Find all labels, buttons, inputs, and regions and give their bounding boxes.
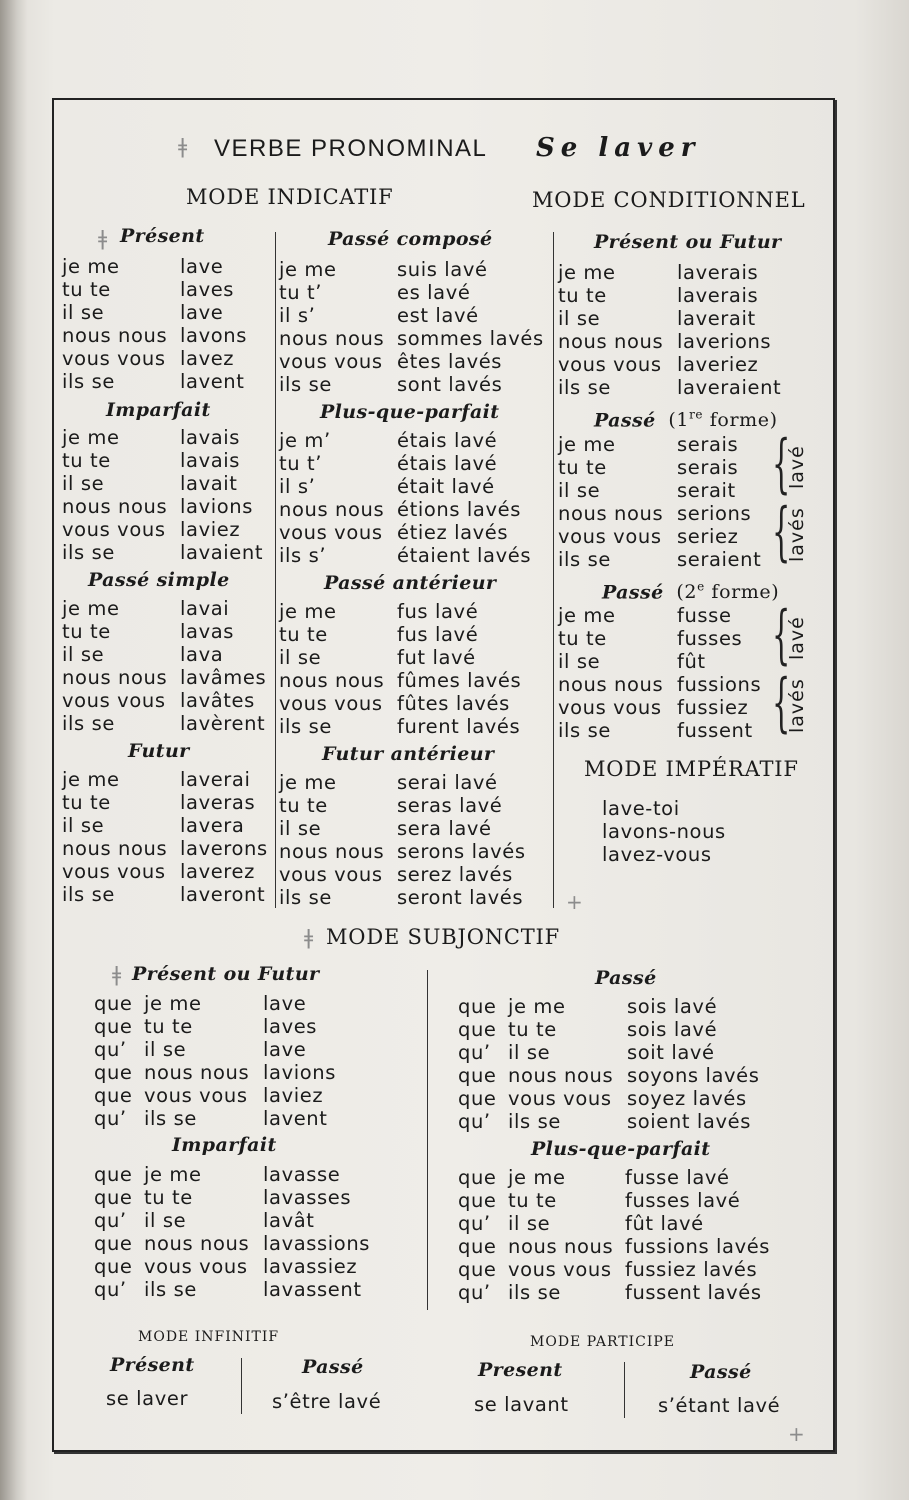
page-title-verb: Se laver — [536, 133, 701, 163]
pronoun: vous vous — [144, 1255, 248, 1278]
que: que — [94, 992, 133, 1015]
pronoun: vous vous — [558, 696, 662, 719]
pronoun: nous nous — [144, 1061, 250, 1084]
tense-heading: Présent ou Futur — [594, 231, 782, 253]
pronoun: nous nous — [508, 1235, 614, 1258]
pencil-mark-icon: ǂ — [178, 134, 188, 158]
pronoun: ils se — [508, 1281, 561, 1304]
verb-form: laveront — [180, 883, 266, 906]
verb-form: lavions — [263, 1061, 336, 1084]
verb-form: sois lavé — [627, 995, 718, 1018]
column-divider — [624, 1362, 625, 1418]
pronoun: tu te — [62, 791, 111, 814]
que: qu’ — [458, 1281, 491, 1304]
tense-heading: Passé — [602, 581, 664, 604]
pronoun: ils se — [279, 886, 332, 909]
tense-heading-group — [602, 576, 779, 603]
verb-form: fût — [677, 650, 706, 673]
pronoun: tu te — [62, 449, 111, 472]
tense-heading: Imparfait — [106, 399, 211, 421]
verb-form: lavait — [180, 472, 238, 495]
pronoun: ils se — [558, 719, 611, 742]
column-divider — [241, 1358, 242, 1414]
pronoun: il se — [558, 650, 601, 673]
pronoun: nous nous — [558, 502, 664, 525]
verb-form: serais — [677, 433, 739, 456]
que: qu’ — [458, 1041, 491, 1064]
pronoun: nous nous — [558, 673, 664, 696]
pronoun: tu te — [144, 1015, 193, 1038]
pronoun: vous vous — [279, 863, 383, 886]
brace-icon: { — [772, 495, 791, 569]
pronoun: je me — [558, 261, 616, 284]
verb-form: lavais — [180, 426, 241, 449]
pronoun: il se — [62, 472, 105, 495]
verb-form: lavâmes — [180, 666, 267, 689]
verb-form: laveras — [180, 791, 256, 814]
pronoun: tu te — [508, 1018, 557, 1041]
verb-form: laves — [180, 278, 235, 301]
pronoun: tu te — [508, 1189, 557, 1212]
pronoun: vous vous — [558, 353, 662, 376]
verb-form: sommes lavés — [397, 327, 544, 350]
tense-heading: Présent — [110, 1354, 195, 1376]
verb-form: lavasse — [263, 1163, 341, 1186]
verb-form: fussiez lavés — [625, 1258, 758, 1281]
pronoun: ils s’ — [279, 544, 327, 567]
tense-note: (2e forme) — [676, 580, 780, 604]
tense-heading: Imparfait — [172, 1134, 277, 1156]
pronoun: vous vous — [508, 1258, 612, 1281]
mode-imperatif-heading: MODE IMPÉRATIF — [584, 757, 799, 781]
pronoun: vous vous — [144, 1084, 248, 1107]
pronoun: je me — [279, 258, 337, 281]
pronoun: ils se — [62, 883, 115, 906]
pronoun: vous vous — [279, 350, 383, 373]
pronoun: il s’ — [279, 304, 316, 327]
pronoun: vous vous — [508, 1087, 612, 1110]
verb-form: lavons — [180, 324, 247, 347]
verb-form: furent lavés — [397, 715, 521, 738]
que: qu’ — [94, 1209, 127, 1232]
pronoun: ils se — [508, 1110, 561, 1133]
verb-form: fus lavé — [397, 623, 479, 646]
verb-form: es lavé — [397, 281, 471, 304]
verb-form: s’être lavé — [272, 1390, 382, 1413]
pronoun: nous nous — [62, 666, 168, 689]
pronoun: je me — [62, 768, 120, 791]
verb-form: se lavant — [474, 1393, 569, 1416]
pronoun: je me — [558, 433, 616, 456]
verb-form: fûtes lavés — [397, 692, 510, 715]
pronoun: je me — [558, 604, 616, 627]
pronoun: ils se — [279, 715, 332, 738]
pronoun: je me — [62, 255, 120, 278]
pronoun: ils se — [279, 373, 332, 396]
verb-form: lavez — [180, 347, 235, 370]
book-binding — [0, 0, 28, 1500]
verb-form: suis lavé — [397, 258, 488, 281]
pronoun: tu te — [279, 794, 328, 817]
verb-form: étaient lavés — [397, 544, 532, 567]
pronoun: il se — [508, 1041, 551, 1064]
pronoun: je me — [62, 426, 120, 449]
verb-form: lave — [263, 992, 307, 1015]
tense-heading: Futur antérieur — [322, 743, 495, 765]
verb-form: êtes lavés — [397, 350, 503, 373]
pronoun: vous vous — [558, 525, 662, 548]
verb-form: lava — [180, 643, 224, 666]
verb-form: lave-toi — [602, 797, 680, 820]
pronoun: il s’ — [279, 475, 316, 498]
tense-heading: Plus-que-parfait — [320, 401, 500, 423]
que: que — [458, 1087, 497, 1110]
verb-form: fus lavé — [397, 600, 479, 623]
verb-form: sois lavé — [627, 1018, 718, 1041]
verb-form: seras lavé — [397, 794, 503, 817]
que: que — [94, 1061, 133, 1084]
pronoun: nous nous — [279, 669, 385, 692]
tense-heading: Passé — [690, 1361, 752, 1383]
verb-form: lave — [180, 255, 224, 278]
verb-form: lavas — [180, 620, 235, 643]
verb-form: sera lavé — [397, 817, 492, 840]
pronoun: il se — [62, 643, 105, 666]
pronoun: tu te — [62, 278, 111, 301]
verb-form: laverez — [180, 860, 255, 883]
verb-form: lavent — [180, 370, 245, 393]
que: que — [458, 995, 497, 1018]
verb-form: fussions lavés — [625, 1235, 771, 1258]
pronoun: ils se — [558, 376, 611, 399]
tense-heading-group — [594, 404, 778, 431]
tense-heading: Passé — [595, 967, 657, 989]
pronoun: vous vous — [62, 518, 166, 541]
verb-form: étais lavé — [397, 452, 498, 475]
verb-form: serai lavé — [397, 771, 498, 794]
pronoun: il se — [144, 1209, 187, 1232]
tense-heading: Passé simple — [88, 569, 230, 591]
pronoun: tu te — [558, 627, 607, 650]
que: que — [94, 1186, 133, 1209]
verb-form: seront lavés — [397, 886, 524, 909]
verb-form: fusses lavé — [625, 1189, 741, 1212]
column-divider — [275, 232, 276, 908]
pronoun: je me — [508, 1166, 566, 1189]
pencil-mark-icon: + — [788, 1422, 805, 1446]
que: que — [458, 1018, 497, 1041]
verb-form: serais — [677, 456, 739, 479]
pronoun: ils se — [144, 1278, 197, 1301]
pronoun: vous vous — [62, 860, 166, 883]
verb-form: lavera — [180, 814, 245, 837]
pronoun: je me — [62, 597, 120, 620]
mode-participe-heading: MODE PARTICIPE — [530, 1334, 675, 1350]
verb-form: serait — [677, 479, 736, 502]
pronoun: tu te — [144, 1186, 193, 1209]
pronoun: je me — [144, 1163, 202, 1186]
verb-form: étions lavés — [397, 498, 521, 521]
pronoun: il se — [558, 307, 601, 330]
verb-form: lave — [180, 301, 224, 324]
verb-form: sont lavés — [397, 373, 503, 396]
verb-form: lavons-nous — [602, 820, 726, 843]
tense-heading: Plus-que-parfait — [531, 1138, 711, 1160]
pronoun: tu te — [62, 620, 111, 643]
mode-indicatif-heading: MODE INDICATIF — [186, 185, 394, 209]
pronoun: ils se — [558, 548, 611, 571]
que: que — [458, 1235, 497, 1258]
brace-label: lavés — [786, 507, 808, 562]
verb-form: laverai — [180, 768, 251, 791]
pronoun: nous nous — [144, 1232, 250, 1255]
tense-heading: Présent — [120, 225, 205, 247]
que: que — [458, 1258, 497, 1281]
verb-form: lavèrent — [180, 712, 266, 735]
verb-form: lavassent — [263, 1278, 362, 1301]
pronoun: vous vous — [62, 347, 166, 370]
que: que — [458, 1166, 497, 1189]
verb-form: lavassions — [263, 1232, 371, 1255]
mode-infinitif-heading: MODE INFINITIF — [138, 1329, 280, 1345]
que: qu’ — [94, 1107, 127, 1130]
mode-conditionnel-heading: MODE CONDITIONNEL — [532, 188, 806, 212]
pronoun: vous vous — [62, 689, 166, 712]
pronoun: nous nous — [62, 324, 168, 347]
verb-form: laveraient — [677, 376, 782, 399]
que: qu’ — [458, 1110, 491, 1133]
tense-heading: Passé — [594, 409, 656, 432]
pronoun: je me — [508, 995, 566, 1018]
tense-heading: Présent ou Futur — [132, 963, 320, 985]
pronoun: nous nous — [508, 1064, 614, 1087]
verb-form: lavais — [180, 449, 241, 472]
verb-form: fusses — [677, 627, 743, 650]
que: que — [94, 1255, 133, 1278]
verb-form: lave — [263, 1038, 307, 1061]
verb-form: serions — [677, 502, 752, 525]
que: que — [94, 1015, 133, 1038]
pronoun: nous nous — [279, 840, 385, 863]
page-title: VERBE PRONOMINAL — [214, 135, 488, 162]
pronoun: nous nous — [558, 330, 664, 353]
verb-form: laverais — [677, 261, 759, 284]
verb-form: fussent — [677, 719, 753, 742]
pronoun: je me — [279, 600, 337, 623]
verb-form: étiez lavés — [397, 521, 509, 544]
pronoun: tu te — [558, 456, 607, 479]
pronoun: il se — [62, 301, 105, 324]
que: qu’ — [94, 1038, 127, 1061]
verb-form: étais lavé — [397, 429, 498, 452]
verb-form: fût lavé — [625, 1212, 704, 1235]
verb-form: soient lavés — [627, 1110, 751, 1133]
pronoun: il se — [279, 646, 322, 669]
mode-subjonctif-heading: MODE SUBJONCTIF — [326, 925, 561, 949]
brace-icon: { — [772, 427, 791, 501]
tense-heading: Futur — [128, 740, 190, 762]
verb-form: lavai — [180, 597, 230, 620]
verb-form: seraient — [677, 548, 762, 571]
que: qu’ — [458, 1212, 491, 1235]
pronoun: je me — [279, 771, 337, 794]
verb-form: lavent — [263, 1107, 328, 1130]
column-divider — [553, 232, 554, 908]
verb-form: fut lavé — [397, 646, 476, 669]
pronoun: ils se — [62, 541, 115, 564]
pronoun: nous nous — [62, 495, 168, 518]
pronoun: ils se — [62, 370, 115, 393]
brace-label: lavé — [786, 616, 808, 660]
verb-form: lavions — [180, 495, 253, 518]
pronoun: il se — [279, 817, 322, 840]
verb-form: laviez — [263, 1084, 324, 1107]
tense-note: (1re forme) — [668, 408, 778, 432]
pronoun: je m’ — [279, 429, 331, 452]
verb-form: soyons lavés — [627, 1064, 760, 1087]
verb-form: soyez lavés — [627, 1087, 747, 1110]
brace-label: lavés — [786, 678, 808, 733]
pencil-mark-icon: ǂ — [112, 962, 122, 986]
pronoun: tu te — [558, 284, 607, 307]
verb-form: laverons — [180, 837, 268, 860]
tense-heading: Present — [478, 1359, 563, 1381]
verb-form: laverait — [677, 307, 756, 330]
brace-label: lavé — [786, 445, 808, 489]
verb-form: lavaient — [180, 541, 264, 564]
verb-form: laves — [263, 1015, 318, 1038]
tense-heading: Passé antérieur — [324, 572, 497, 594]
pronoun: nous nous — [62, 837, 168, 860]
pronoun: tu t’ — [279, 452, 323, 475]
tense-heading: Passé — [302, 1356, 364, 1378]
verb-form: fûmes lavés — [397, 669, 522, 692]
que: que — [458, 1189, 497, 1212]
verb-form: fussent lavés — [625, 1281, 762, 1304]
verb-form: s’étant lavé — [658, 1394, 781, 1417]
pronoun: ils se — [144, 1107, 197, 1130]
verb-form: laveriez — [677, 353, 759, 376]
que: qu’ — [94, 1278, 127, 1301]
verb-form: lavez-vous — [602, 843, 712, 866]
verb-form: lavât — [263, 1209, 315, 1232]
verb-form: est lavé — [397, 304, 479, 327]
verb-form: laverions — [677, 330, 772, 353]
pronoun: je me — [144, 992, 202, 1015]
que: que — [94, 1232, 133, 1255]
verb-form: soit lavé — [627, 1041, 715, 1064]
column-divider — [427, 970, 428, 1310]
verb-form: fussiez — [677, 696, 749, 719]
tense-heading: Passé composé — [328, 228, 493, 250]
pronoun: ils se — [62, 712, 115, 735]
verb-form: se laver — [106, 1387, 189, 1410]
verb-form: serez lavés — [397, 863, 513, 886]
verb-form: laviez — [180, 518, 241, 541]
pronoun: tu te — [279, 623, 328, 646]
verb-form: laverais — [677, 284, 759, 307]
verb-form: lavasses — [263, 1186, 352, 1209]
verb-form: fusse — [677, 604, 732, 627]
verb-form: seriez — [677, 525, 739, 548]
verb-form: lavâtes — [180, 689, 255, 712]
que: que — [94, 1084, 133, 1107]
pronoun: il se — [62, 814, 105, 837]
verb-form: fussions — [677, 673, 762, 696]
que: que — [458, 1064, 497, 1087]
pronoun: nous nous — [279, 327, 385, 350]
verb-form: était lavé — [397, 475, 495, 498]
verb-form: fusse lavé — [625, 1166, 730, 1189]
pronoun: il se — [558, 479, 601, 502]
que: que — [94, 1163, 133, 1186]
pronoun: il se — [508, 1212, 551, 1235]
pronoun: tu t’ — [279, 281, 323, 304]
brace-icon: { — [772, 666, 791, 740]
pronoun: nous nous — [279, 498, 385, 521]
pronoun: vous vous — [279, 521, 383, 544]
pencil-mark-icon: ǂ — [304, 925, 314, 949]
pronoun: il se — [144, 1038, 187, 1061]
pronoun: vous vous — [279, 692, 383, 715]
pencil-mark-icon: + — [566, 890, 583, 914]
verb-form: lavassiez — [263, 1255, 358, 1278]
brace-icon: { — [772, 598, 791, 672]
verb-form: serons lavés — [397, 840, 526, 863]
pencil-mark-icon: ǂ — [98, 226, 108, 250]
